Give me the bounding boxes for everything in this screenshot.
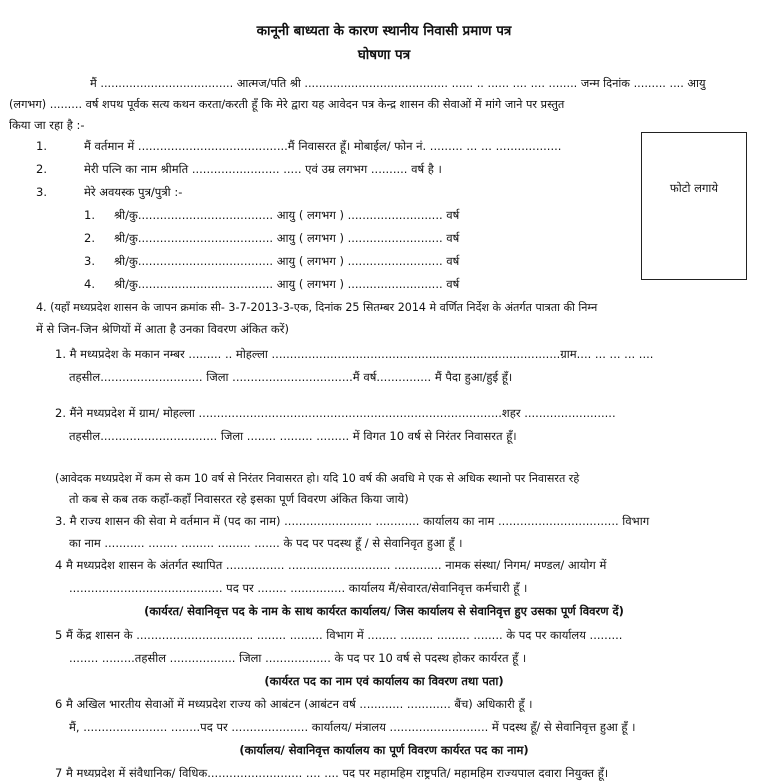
item-2-text: मेरी पत्नि का नाम श्रीमति ........................ ..... एवं उम्र लगभग .......... वर्ष है । [84,162,442,176]
item-1-text: मैं वर्तमान में .........................................मैं निवासरत हूँ। मोबाईल/ फोन नं. ......... ... ... .................. [84,139,562,153]
heading-note-2: (कार्यरत पद का नाम एवं कार्यालय का विवरण तथा पता) [264,674,504,688]
point-3-line-1: 3. मै राज्य शासन की सेवा मे वर्तमान में (पद का नाम) ........................ ............ कार्यालय का नाम ................................. विभाग [55,514,650,528]
point-3-line-2: का नाम ........... ........ ......... ......... ....... के पद पर पदस्थ हूँ / से सेवानिवृत हुआ हूँ । [69,536,463,550]
point-5-line-2: ........ .........तहसील .................. जिला .................. के पद पर 10 वर्ष से पदस्थ होकर कार्यरत हूँ । [69,651,527,665]
heading-note-3: (कार्यालय/ सेवानिवृत्त कार्यालय का पूर्ण विवरण कार्यरत पद का नाम) [239,743,529,757]
item-3-number: 3. [36,185,47,199]
point-2-line-1: 2. मैंने मध्यप्रदेश में ग्राम/ मोहल्ला ...................................................................................शहर ......................... [55,406,616,420]
intro-line-2: (लगभग) ......... वर्ष शपथ पूर्वक सत्य कथन करता/करती हूँ कि मेरे द्वारा यह आवेदन पत्र केन्द्र शासन की सेवाओं में मांगे जाने पर प्रस्तुत [9,98,565,111]
child-3-number: 3. [84,254,95,268]
intro-line-1: मैं ..................................... आत्मज/पति श्री ........................................ ...... .. ...... .... .... ........ जन्म दिनांक ......... .... आयु [90,77,706,90]
child-4-number: 4. [84,277,95,291]
child-4-text: श्री/कु..................................... आयु ( लगभग ) .......................... वर्ष [114,277,460,291]
child-1-text: श्री/कु..................................... आयु ( लगभग ) .......................... वर्ष [114,208,460,222]
child-3-text: श्री/कु..................................... आयु ( लगभग ) .......................... वर्ष [114,254,460,268]
intro-line-3: किया जा रहा है :- [9,118,85,132]
point-5-line-1: 5 मैं केंद्र शासन के ................................ ........ ......... विभाग में ........ ......... ......... ........ के पद पर कार्यालय ......... [55,628,623,642]
document-title: कानूनी बाध्यता के कारण स्थानीय निवासी प्रमाण पत्र [256,23,512,39]
document-subtitle: घोषणा पत्र [357,47,411,63]
point-1-line-1: 1. मै मध्यप्रदेश के मकान नम्बर ......... .. मोहल्ला ...............................................................................ग्राम.... ... ... ... .... [55,347,654,361]
point-7-line-1: 7 मै मध्यप्रदेश में संवैधानिक/ विधिक.......................... .... .... पद पर महामहिम राष्ट्रपति/ महामहिम राज्यपाल दवारा नियुक्त हूँ। [55,766,609,780]
note-line-1: (आवेदक मध्यप्रदेश में कम से कम 10 वर्ष से निरंतर निवासरत हो। यदि 10 वर्ष की अवधि मे एक से अधिक स्थानो पर निवासरत रहे [55,472,580,485]
section-4-line-1: 4. (यहाँ मध्यप्रदेश शासन के जापन क्रमांक सी- 3-7-2013-3-एक, दिनांक 25 सितम्बर 2014 मे वर्णित निर्देश के अंतर्गत पात्रता की निम्न [36,301,598,314]
item-1-number: 1. [36,139,47,153]
point-2-line-2: तहसील................................ जिला ........ ......... ......... में विगत 10 वर्ष से निरंतर निवासरत हूँ। [69,429,517,443]
item-2-number: 2. [36,162,47,176]
child-2-number: 2. [84,231,95,245]
point-1-line-2: तहसील............................ जिला .................................मैं वर्ष............... मैं पैदा हुआ/हुई हूँ। [69,370,513,384]
heading-note-1: (कार्यरत/ सेवानिवृत्त पद के नाम के साथ कार्यरत कार्यालय/ जिस कार्यालय से सेवानिवृत्त हुए उसका पूर्ण विवरण दें) [144,604,624,618]
point-6-line-2: मैं, ....................... ........पद पर ..................... कार्यालय/ मंत्रालय ........................... में पदस्थ हूँ/ से सेवानिवृत्त हुआ हूँ । [69,720,636,734]
photo-box [641,132,747,280]
photo-label: फोटो लगाये [669,181,719,195]
section-4-line-2: में से जिन-जिन श्रेणियों में आता है उनका विवरण अंकित करें) [36,322,289,336]
point-4-line-2: .......................................... पद पर ........ ............... कार्यालय मैं/सेवारत/सेवानिवृत्त कर्मचारी हूँ । [69,581,528,595]
note-line-2: तो कब से कब तक कहाँ-कहाँ निवासरत रहे इसका पूर्ण विवरण अंकित किया जाये) [69,492,409,506]
item-3-text: मेरे अवयस्क पुत्र/पुत्री :- [84,185,183,199]
child-2-text: श्री/कु..................................... आयु ( लगभग ) .......................... वर्ष [114,231,460,245]
point-4-line-1: 4 मै मध्यप्रदेश शासन के अंतर्गत स्थापित ................ ............................ ............. नामक संस्था/ निगम/ मण्डल/ आयोग में [55,558,607,572]
point-6-line-1: 6 मै अखिल भारतीय सेवाओं में मध्यप्रदेश राज्य को आबंटन (आबंटन वर्ष ............ ............ बैंच) अधिकारी हूँ । [55,697,533,711]
child-1-number: 1. [84,208,95,222]
